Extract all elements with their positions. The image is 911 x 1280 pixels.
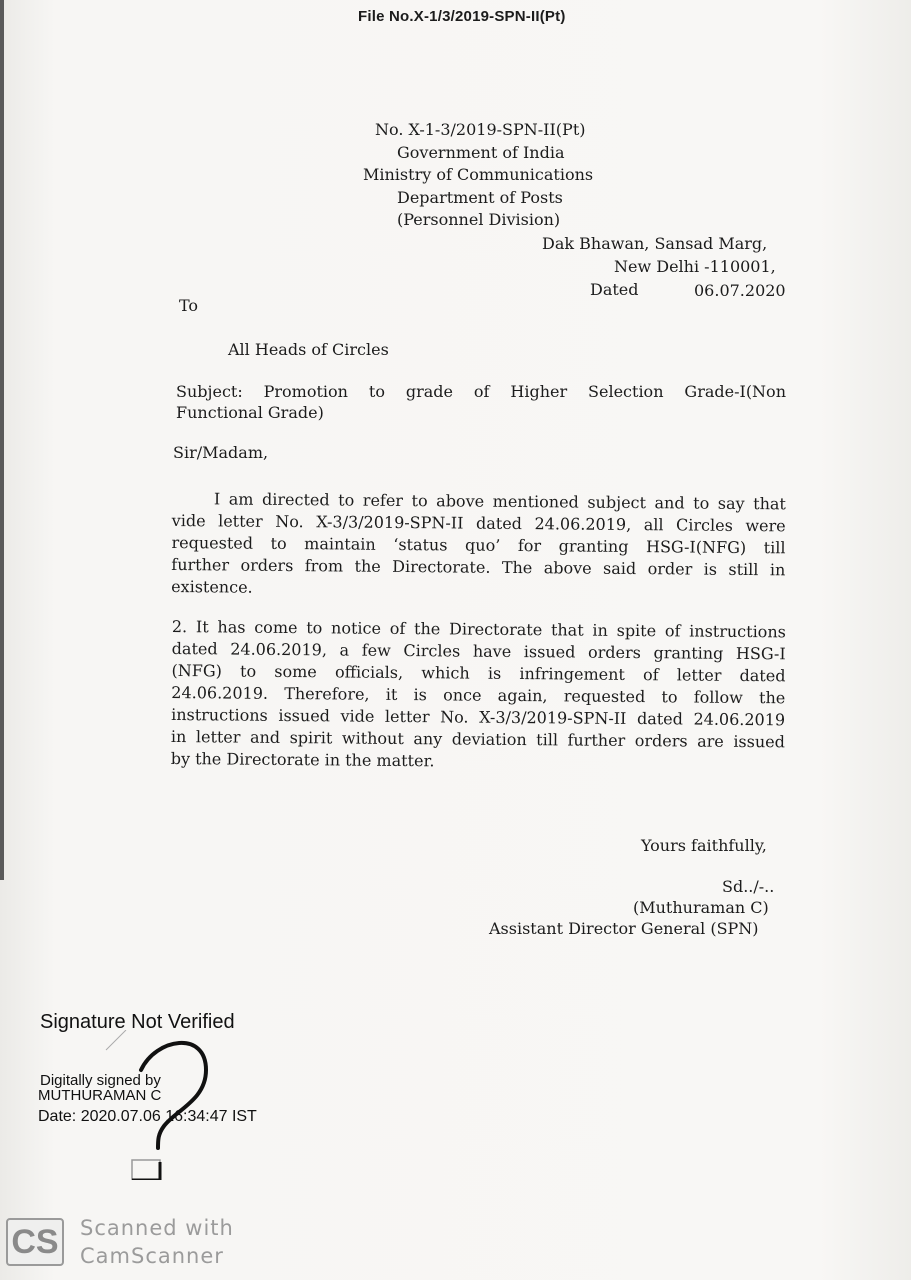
signatory-name: (Muthuraman C) xyxy=(633,898,769,917)
letter-number: No. X-1-3/2019-SPN-II(Pt) xyxy=(375,120,586,139)
paragraph-2-line: dated 24.06.2019, a few Circles have issued orders granting HSG-I xyxy=(171,638,786,664)
signature-status: Signature Not Verified xyxy=(40,1011,235,1033)
subject-line-2: Functional Grade) xyxy=(176,403,324,422)
division-line: (Personnel Division) xyxy=(397,210,561,229)
watermark-line-1: Scanned with xyxy=(80,1216,234,1240)
file-reference: File No.X-1/3/2019-SPN-II(Pt) xyxy=(358,8,566,25)
paragraph-1-line: I am directed to refer to above mentioned subject and to say that xyxy=(213,489,786,514)
address-line-2: New Delhi -110001, xyxy=(614,257,776,276)
to-label: To xyxy=(179,296,199,315)
subject-line-1: Subject: Promotion to grade of Higher Selection Grade-I(Non xyxy=(176,382,786,401)
government-line: Government of India xyxy=(397,143,565,162)
subject xyxy=(176,381,786,423)
paragraph-2-line: in letter and spirit without any deviation till further orders are issued xyxy=(170,726,786,752)
valediction: Yours faithfully, xyxy=(641,836,767,855)
paragraph-2-line: 24.06.2019. Therefore, it is once again, requested to follow the xyxy=(171,682,786,708)
addressee: All Heads of Circles xyxy=(228,340,389,359)
dated-label: Dated xyxy=(590,280,639,299)
signature-date: Date: 2020.07.06 16:34:47 IST xyxy=(38,1108,257,1125)
digitally-signed-label: Digitally signed by xyxy=(40,1072,161,1089)
salutation: Sir/Madam, xyxy=(173,443,269,462)
paragraph-2-line: 2. It has come to notice of the Directorate that in spite of instructions xyxy=(171,616,786,642)
watermark-line-2: CamScanner xyxy=(80,1244,224,1268)
paragraph-1-line: requested to maintain ‘status quo’ for granting HSG-I(NFG) till xyxy=(171,532,786,558)
department-line: Department of Posts xyxy=(397,188,563,207)
paragraph-1 xyxy=(171,488,786,603)
paragraph-2-line: instructions issued vide letter No. X-3/3/2019-SPN-II dated 24.06.2019 xyxy=(171,704,786,730)
paragraph-1-line: further orders from the Directorate. The above said order is still in xyxy=(171,554,786,580)
camscanner-logo-icon: CS xyxy=(6,1218,64,1266)
signer-name: MUTHURAMAN C xyxy=(38,1087,162,1104)
signatory-designation: Assistant Director General (SPN) xyxy=(489,919,759,938)
ministry-line: Ministry of Communications xyxy=(363,165,594,184)
paragraph-1-line: vide letter No. X-3/3/2019-SPN-II dated 24.06.2019, all Circles were xyxy=(171,510,786,536)
sd-mark: Sd../-.. xyxy=(722,877,775,896)
paragraph-2-line: by the Directorate in the matter. xyxy=(170,748,435,771)
address-line-1: Dak Bhawan, Sansad Marg, xyxy=(542,234,768,253)
paragraph-1-line: existence. xyxy=(171,576,253,597)
dated-value: 06.07.2020 xyxy=(694,281,786,300)
paragraph-2 xyxy=(171,616,786,775)
paragraph-2-line: (NFG) to some officials, which is infringement of letter dated xyxy=(171,660,786,686)
signature-unverified-question-icon xyxy=(96,1030,216,1180)
page-edge-shadow xyxy=(0,0,4,880)
